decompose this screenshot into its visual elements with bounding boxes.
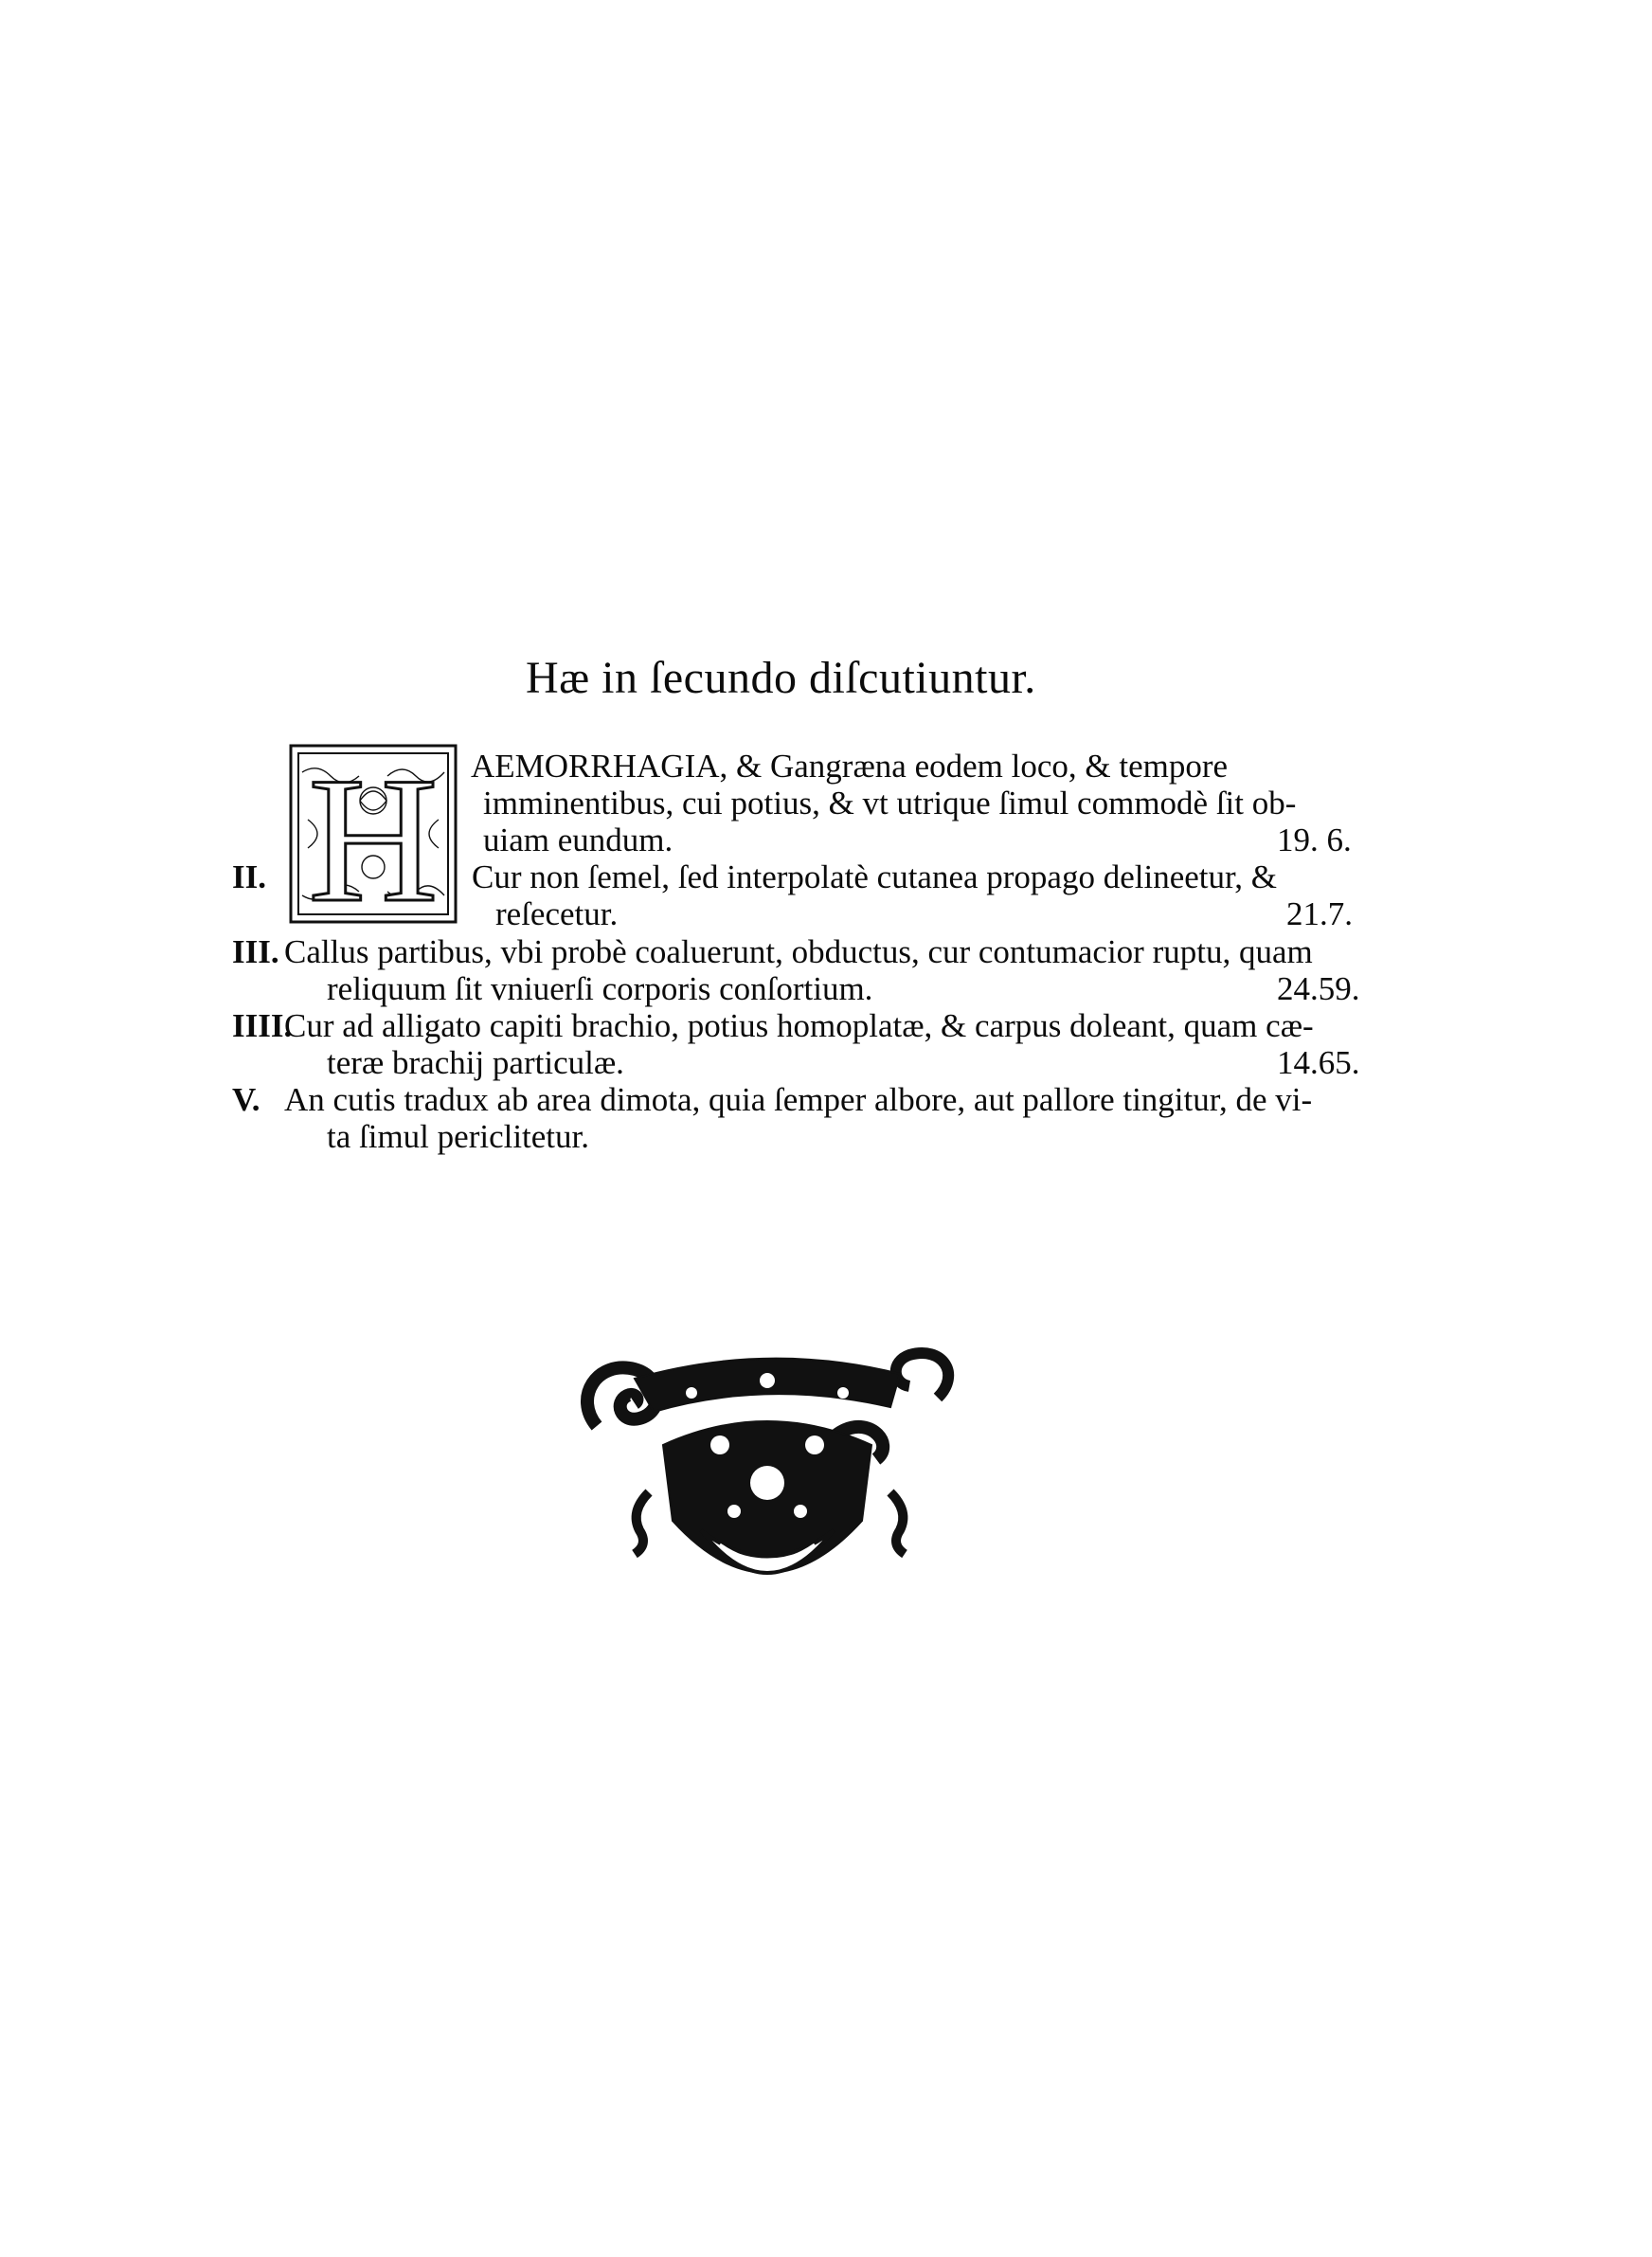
question-line: Cur ad alligato capiti brachio, potius homoplatæ, & carpus doleant, quam cæ- — [284, 1007, 1314, 1044]
tailpiece-ornament — [578, 1341, 957, 1625]
page-reference: 21.7. — [1286, 895, 1353, 932]
question-numeral: II. — [232, 858, 266, 895]
drop-cap-letter: H — [308, 744, 439, 924]
page-reference: 24.59. — [1277, 970, 1360, 1007]
page-heading: Hæ in ſecundo diſcutiuntur. — [526, 653, 1036, 703]
question-line: teræ brachij particulæ. — [327, 1044, 624, 1081]
page-reference: 19. 6. — [1277, 822, 1352, 858]
question-line: imminentibus, cui potius, & vt utrique ſimul commodè ſit ob- — [483, 785, 1297, 822]
question-line: AEMORRHAGIA, & Gangræna eodem loco, & tempore — [471, 748, 1229, 785]
question-line: An cutis tradux ab area dimota, quia ſemper albore, aut pallore tingitur, de vi- — [284, 1081, 1313, 1118]
question-line: Callus partibus, vbi probè coaluerunt, obductus, cur contumacior ruptu, quam — [284, 933, 1313, 970]
question-line: reſecetur. — [495, 895, 619, 932]
question-line: Cur non ſemel, ſed interpolatè cutanea propago delineetur, & — [472, 858, 1277, 895]
question-line: ta ſimul periclitetur. — [327, 1118, 590, 1155]
page-reference: 14.65. — [1277, 1044, 1360, 1081]
question-numeral: IIII. — [232, 1007, 293, 1044]
question-line: uiam eundum. — [483, 822, 673, 858]
question-numeral: III. — [232, 933, 279, 970]
question-line: reliquum ſit vniuerſi corporis conſortium. — [327, 970, 873, 1007]
question-numeral: V. — [232, 1081, 260, 1118]
